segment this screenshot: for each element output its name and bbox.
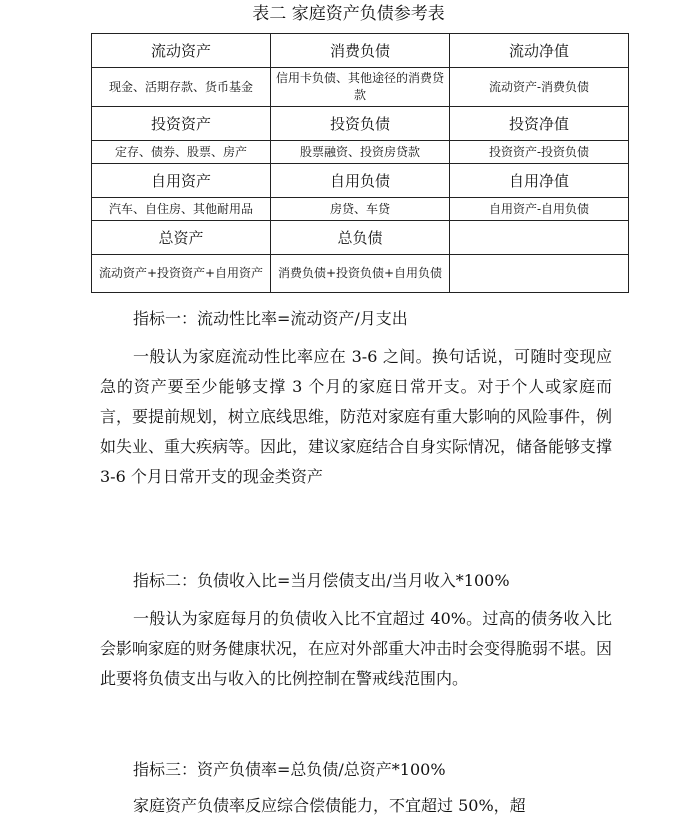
table-caption: 表二 家庭资产负债参考表 (252, 4, 445, 24)
table-cell: 自用资产 (92, 164, 271, 198)
table-cell: 股票融资、投资房贷款 (271, 141, 450, 164)
table-row (92, 107, 629, 141)
table-cell: 现金、活期存款、货币基金 (92, 68, 271, 107)
table-cell: 信用卡负债、其他途径的消费贷款 (271, 68, 450, 107)
table-row (92, 164, 629, 198)
table-cell: 投资净值 (450, 107, 629, 141)
table-row (92, 255, 629, 293)
asset-liability-table (91, 33, 629, 293)
table-cell: 流动资产-消费负债 (450, 68, 629, 107)
table-cell: 消费负债+投资负债+自用负债 (271, 255, 450, 293)
indicator-one-heading: 指标一：流动性比率=流动资产/月支出 (133, 309, 408, 328)
table-cell: 投资负债 (271, 107, 450, 141)
table-cell: 消费负债 (271, 34, 450, 68)
indicator-three-heading: 指标三：资产负债率=总负债/总资产*100% (133, 760, 446, 779)
table-cell: 流动净值 (450, 34, 629, 68)
table-cell: 自用负债 (271, 164, 450, 198)
table-cell: 自用净值 (450, 164, 629, 198)
table-cell: 总资产 (92, 221, 271, 255)
table-row (92, 68, 629, 107)
table-cell: 房贷、车贷 (271, 198, 450, 221)
table-cell (450, 255, 629, 293)
indicator-two-body: 一般认为家庭每月的负债收入比不宜超过 40%。过高的债务收入比会影响家庭的财务健康状况，在应对外部重大冲击时会变得脆弱不堪。因此要将负债支出与收入的比例控制在警戒线范围内。 (100, 609, 613, 688)
table-cell: 定存、债券、股票、房产 (92, 141, 271, 164)
table-row (92, 34, 629, 68)
table-cell: 投资资产-投资负债 (450, 141, 629, 164)
table-cell (450, 221, 629, 255)
table-row (92, 221, 629, 255)
table-cell: 总负债 (271, 221, 450, 255)
indicator-one-body: 一般认为家庭流动性比率应在 3-6 之间。换句话说，可随时变现应急的资产要至少能够支撑 3 个月的家庭日常开支。对于个人或家庭而言，要提前规划，树立底线思维，防范对家庭有重大影响的风险事件，例如失业、重大疾病等。因此，建议家庭结合自身实际情况，储备能够支撑 3-6 个月日常开支的现金类资产 (100, 347, 613, 486)
table-cell: 自用资产-自用负债 (450, 198, 629, 221)
table-cell: 流动资产+投资资产+自用资产 (92, 255, 271, 293)
table-row (92, 198, 629, 221)
table-cell: 流动资产 (92, 34, 271, 68)
indicator-two-heading: 指标二：负债收入比=当月偿债支出/当月收入*100% (133, 571, 510, 590)
table-cell: 汽车、自住房、其他耐用品 (92, 198, 271, 221)
table-cell: 投资资产 (92, 107, 271, 141)
table-row (92, 141, 629, 164)
indicator-three-body: 家庭资产负债率反应综合偿债能力，不宜超过 50%，超 (133, 796, 526, 815)
